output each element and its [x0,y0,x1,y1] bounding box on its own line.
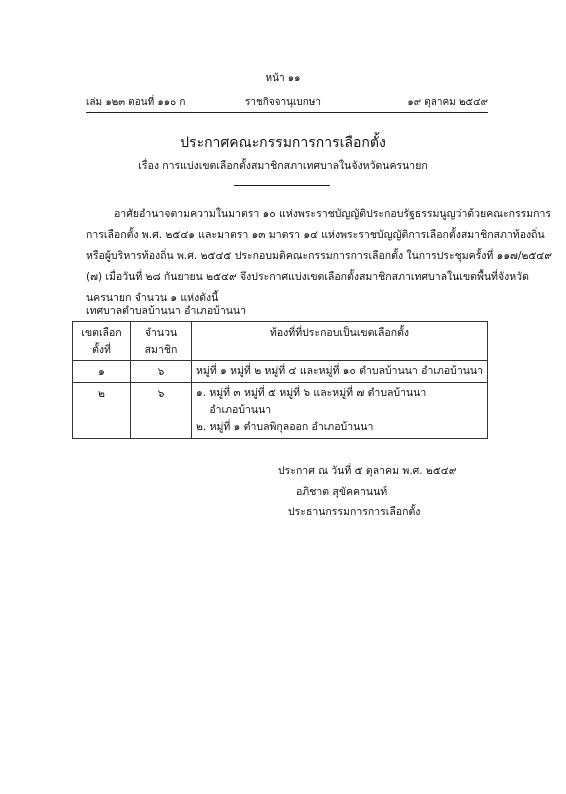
volume-section: เล่ม ๑๒๓ ตอนที่ ๑๑๐ ก [86,97,186,108]
member-count: ๖ [131,383,192,439]
body-paragraph [86,204,552,309]
document-title: ประกาศคณะกรรมการการเลือกตั้ง [180,135,386,151]
signatory-position: ประธานกรรมการการเลือกตั้ง [288,506,421,518]
body-line: นครนายก จำนวน ๑ แห่งดังนี้ [86,292,219,304]
district-area [191,361,487,383]
districts-table [72,321,488,439]
section-label: เทศบาลตำบลบ้านนา อำเภอบ้านนา [86,305,246,317]
table-row [73,361,488,383]
area-line: อำเภอบ้านนา [195,404,272,416]
column-header-district: เขตเลือกตั้งที่ [73,322,131,361]
table-header-row [73,322,488,361]
body-line: อาศัยอำนาจตามความในมาตรา ๑๐ แห่งพระราชบัญญัติประกอบรัฐธรรมนูญว่าด้วยคณะกรรมการ [114,208,552,220]
body-line: หรือผู้บริหารท้องถิ่น พ.ศ. ๒๕๔๕ ประกอบมติคณะกรรมการการเลือกตั้ง ในการประชุมครั้งที่ ๑๑๗/๒๕๔๙ [86,250,552,262]
signatory-name: อภิชาต สุขัคคานนท์ [296,486,388,498]
publication-name: ราชกิจจานุเบกษา [244,97,322,108]
publication-date: ๑๙ ตุลาคม ๒๕๔๙ [407,97,488,108]
column-header-members: จำนวนสมาชิก [131,322,192,361]
body-line: (๗) เมื่อวันที่ ๒๘ กันยายน ๒๕๔๙ จึงประกาศแบ่งเขตเลือกตั้งสมาชิกสภาเทศบาลในเขตพื้นที่จังหวัด [86,271,529,283]
member-count: ๖ [131,361,192,383]
district-area [191,383,487,439]
announcement-date: ประกาศ ณ วันที่ ๕ ตุลาคม พ.ศ. ๒๕๔๙ [278,465,457,477]
column-header-area: ท้องที่ที่ประกอบเป็นเขตเลือกตั้ง [191,322,487,361]
page-number: หน้า ๑๑ [265,73,301,84]
table-row [73,383,488,439]
area-line: หมู่ที่ ๑ หมู่ที่ ๒ หมู่ที่ ๔ และหมู่ที่ ๑๐ ตำบลบ้านนา อำเภอบ้านนา [195,365,483,377]
document-subject: เรื่อง การแบ่งเขตเลือกตั้งสมาชิกสภาเทศบาลในจังหวัดนครนายก [138,160,428,172]
area-line: ๑. หมู่ที่ ๓ หมู่ที่ ๕ หมู่ที่ ๖ และหมู่ที่ ๗ ตำบลบ้านนา [195,387,427,399]
header-divider [86,112,488,113]
district-number: ๒ [73,383,131,439]
area-line: ๒. หมู่ที่ ๑ ตำบลพิกุลออก อำเภอบ้านนา [195,421,374,433]
title-divider [234,185,330,186]
district-number: ๑ [73,361,131,383]
body-line: การเลือกตั้ง พ.ศ. ๒๕๔๑ และมาตรา ๑๓ มาตรา ๑๔ แห่งพระราชบัญญัติการเลือกตั้งสมาชิกสภาท้องถิ่น [86,229,545,241]
